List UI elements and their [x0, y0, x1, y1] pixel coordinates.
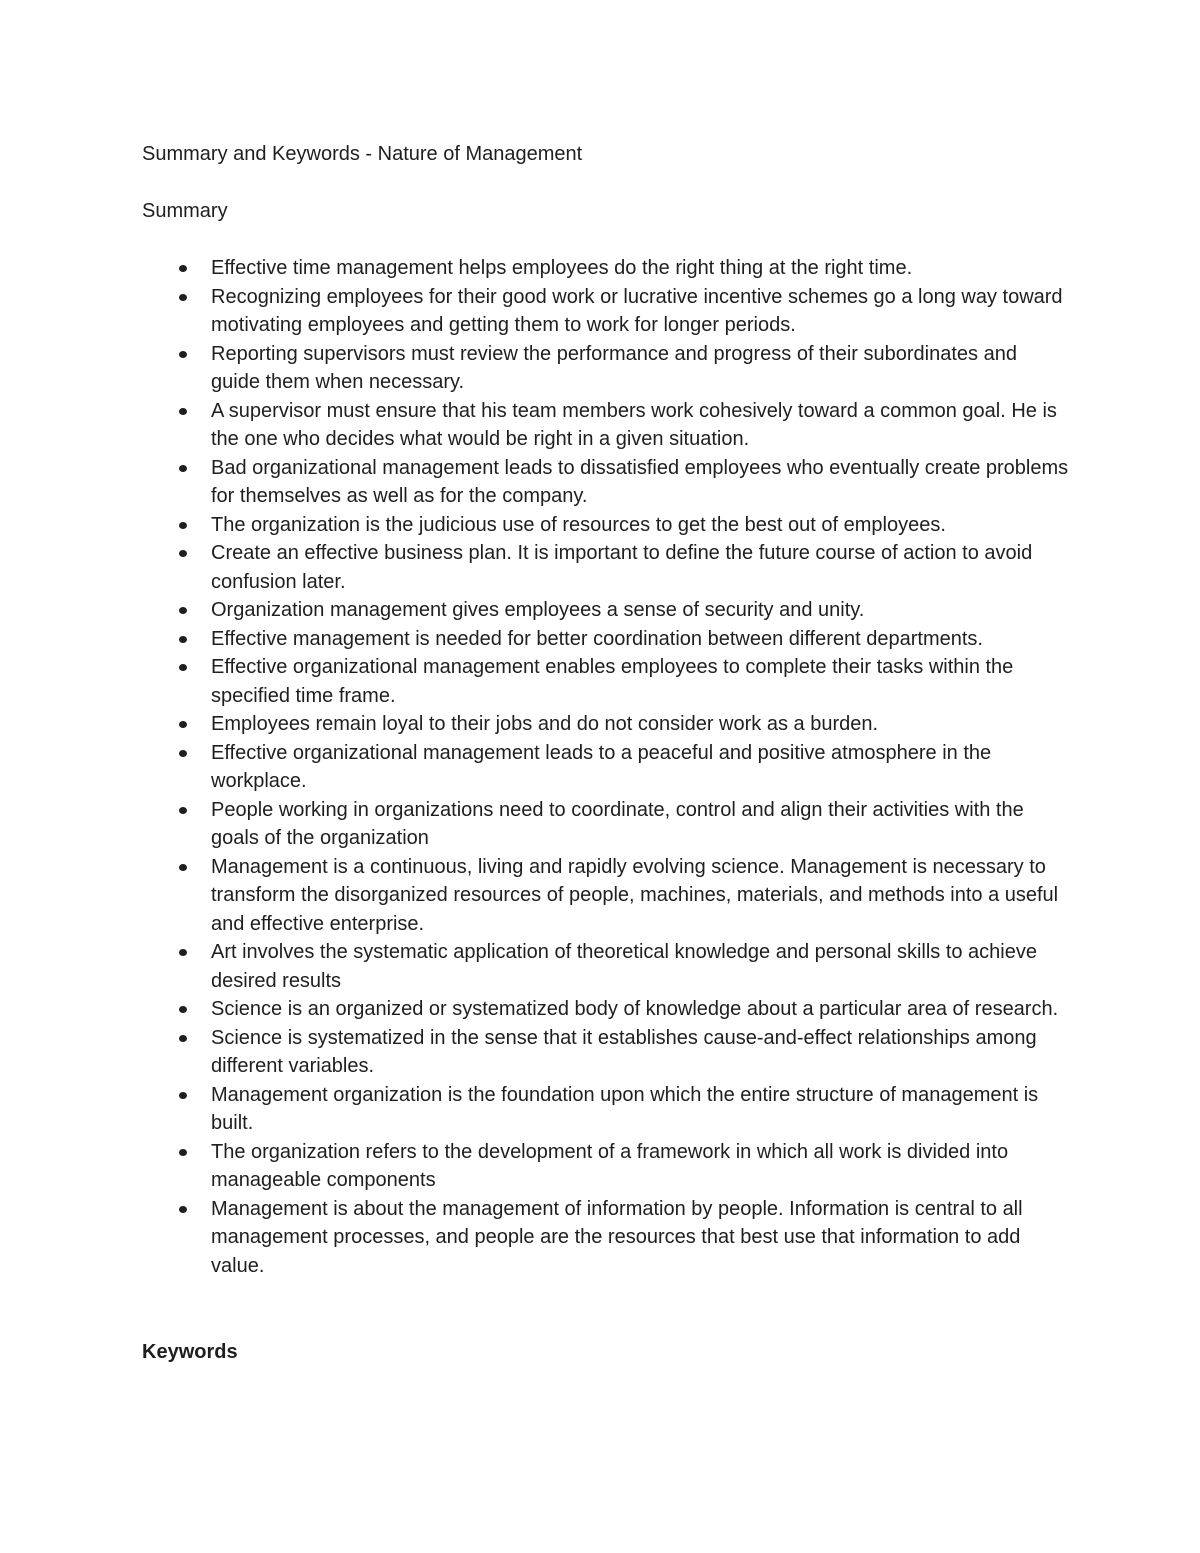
document-title: Summary and Keywords - Nature of Management — [142, 143, 583, 165]
summary-item-text: Science is an organized or systematized body of knowledge about a particular area of research. — [211, 998, 1059, 1020]
summary-item-text: People working in organizations need to coordinate, control and align their activities with the goals of the organization — [211, 798, 1024, 849]
summary-list-item — [0, 710, 1071, 739]
summary-list-item — [0, 283, 1071, 340]
summary-list-item — [0, 1138, 1071, 1195]
summary-item-text: The organization is the judicious use of resources to get the best out of employees. — [211, 513, 946, 536]
summary-item-text: Science is systematized in the sense that it establishes cause-and-effect relationships among different variables. — [211, 1026, 1037, 1077]
bullet-icon — [179, 949, 187, 956]
summary-item-text: Effective organizational management enables employees to complete their tasks within the specified time frame. — [211, 656, 1014, 707]
bullet-icon — [179, 294, 187, 301]
keywords-heading: Keywords — [142, 1341, 238, 1363]
summary-item-text: Management is a continuous, living and rapidly evolving science. Management is necessary to transform the disorganized resources of people, machines, materials, and methods into a useful and effective enterprise. — [211, 855, 1059, 935]
summary-heading: Summary — [142, 200, 228, 222]
bullet-icon — [179, 807, 187, 814]
bullet-icon — [179, 465, 187, 472]
summary-item-text: Art involves the systematic application of theoretical knowledge and personal skills to achieve desired results — [211, 941, 1037, 992]
summary-list-item — [0, 739, 1071, 796]
bullet-icon — [179, 636, 187, 643]
summary-list-item — [0, 625, 1071, 654]
summary-item-text: Bad organizational management leads to dissatisfied employees who eventually create problems for themselves as well as for the company. — [211, 456, 1069, 507]
summary-list-item — [0, 454, 1071, 511]
bullet-icon — [179, 522, 187, 529]
summary-item-text: Employees remain loyal to their jobs and do not consider work as a burden. — [211, 713, 879, 735]
bullet-icon — [179, 1149, 187, 1156]
summary-list-item — [0, 1195, 1071, 1281]
summary-list-item — [0, 340, 1071, 397]
summary-list-item — [0, 254, 1071, 283]
summary-list-item — [0, 511, 1071, 540]
summary-item-text: Management organization is the foundation upon which the entire structure of management is built. — [211, 1083, 1039, 1134]
summary-list-item — [0, 938, 1071, 995]
summary-list-item — [0, 397, 1071, 454]
bullet-icon — [179, 550, 187, 557]
bullet-icon — [179, 864, 187, 871]
bullet-icon — [179, 1006, 187, 1013]
summary-list-item — [0, 853, 1071, 939]
summary-item-text: The organization refers to the development of a framework in which all work is divided into manageable components — [211, 1140, 1009, 1191]
summary-item-text: Management is about the management of information by people. Information is central to all management processes, and people are the resources that best use that information to add value. — [211, 1197, 1023, 1277]
summary-item-text: Organization management gives employees a sense of security and unity. — [211, 599, 865, 621]
bullet-icon — [179, 351, 187, 358]
summary-list-item — [0, 653, 1071, 710]
summary-list-item — [0, 1081, 1071, 1138]
bullet-icon — [179, 1092, 187, 1099]
summary-list — [0, 254, 1200, 1280]
bullet-icon — [179, 408, 187, 415]
summary-item-text: Reporting supervisors must review the performance and progress of their subordinates and guide them when necessary. — [211, 342, 1017, 393]
summary-item-text: Effective organizational management leads to a peaceful and positive atmosphere in the workplace. — [211, 741, 992, 792]
summary-list-item — [0, 995, 1071, 1024]
bullet-icon — [179, 721, 187, 728]
summary-item-text: Recognizing employees for their good work or lucrative incentive schemes go a long way toward motivating employees and getting them to work for longer periods. — [211, 285, 1063, 336]
summary-item-text: Create an effective business plan. It is important to define the future course of action to avoid confusion later. — [211, 542, 1033, 593]
bullet-icon — [179, 664, 187, 671]
bullet-icon — [179, 265, 187, 272]
bullet-icon — [179, 607, 187, 614]
bullet-icon — [179, 750, 187, 757]
summary-list-item — [0, 539, 1071, 596]
bullet-icon — [179, 1206, 187, 1213]
summary-item-text: A supervisor must ensure that his team members work cohesively toward a common goal. He is the one who decides what would be right in a given situation. — [211, 399, 1057, 450]
bullet-icon — [179, 1035, 187, 1042]
summary-item-text: Effective management is needed for better coordination between different departments. — [211, 627, 983, 650]
summary-list-item — [0, 1024, 1071, 1081]
summary-list-item — [0, 596, 1071, 625]
summary-item-text: Effective time management helps employees do the right thing at the right time. — [211, 257, 913, 279]
summary-list-item — [0, 796, 1071, 853]
